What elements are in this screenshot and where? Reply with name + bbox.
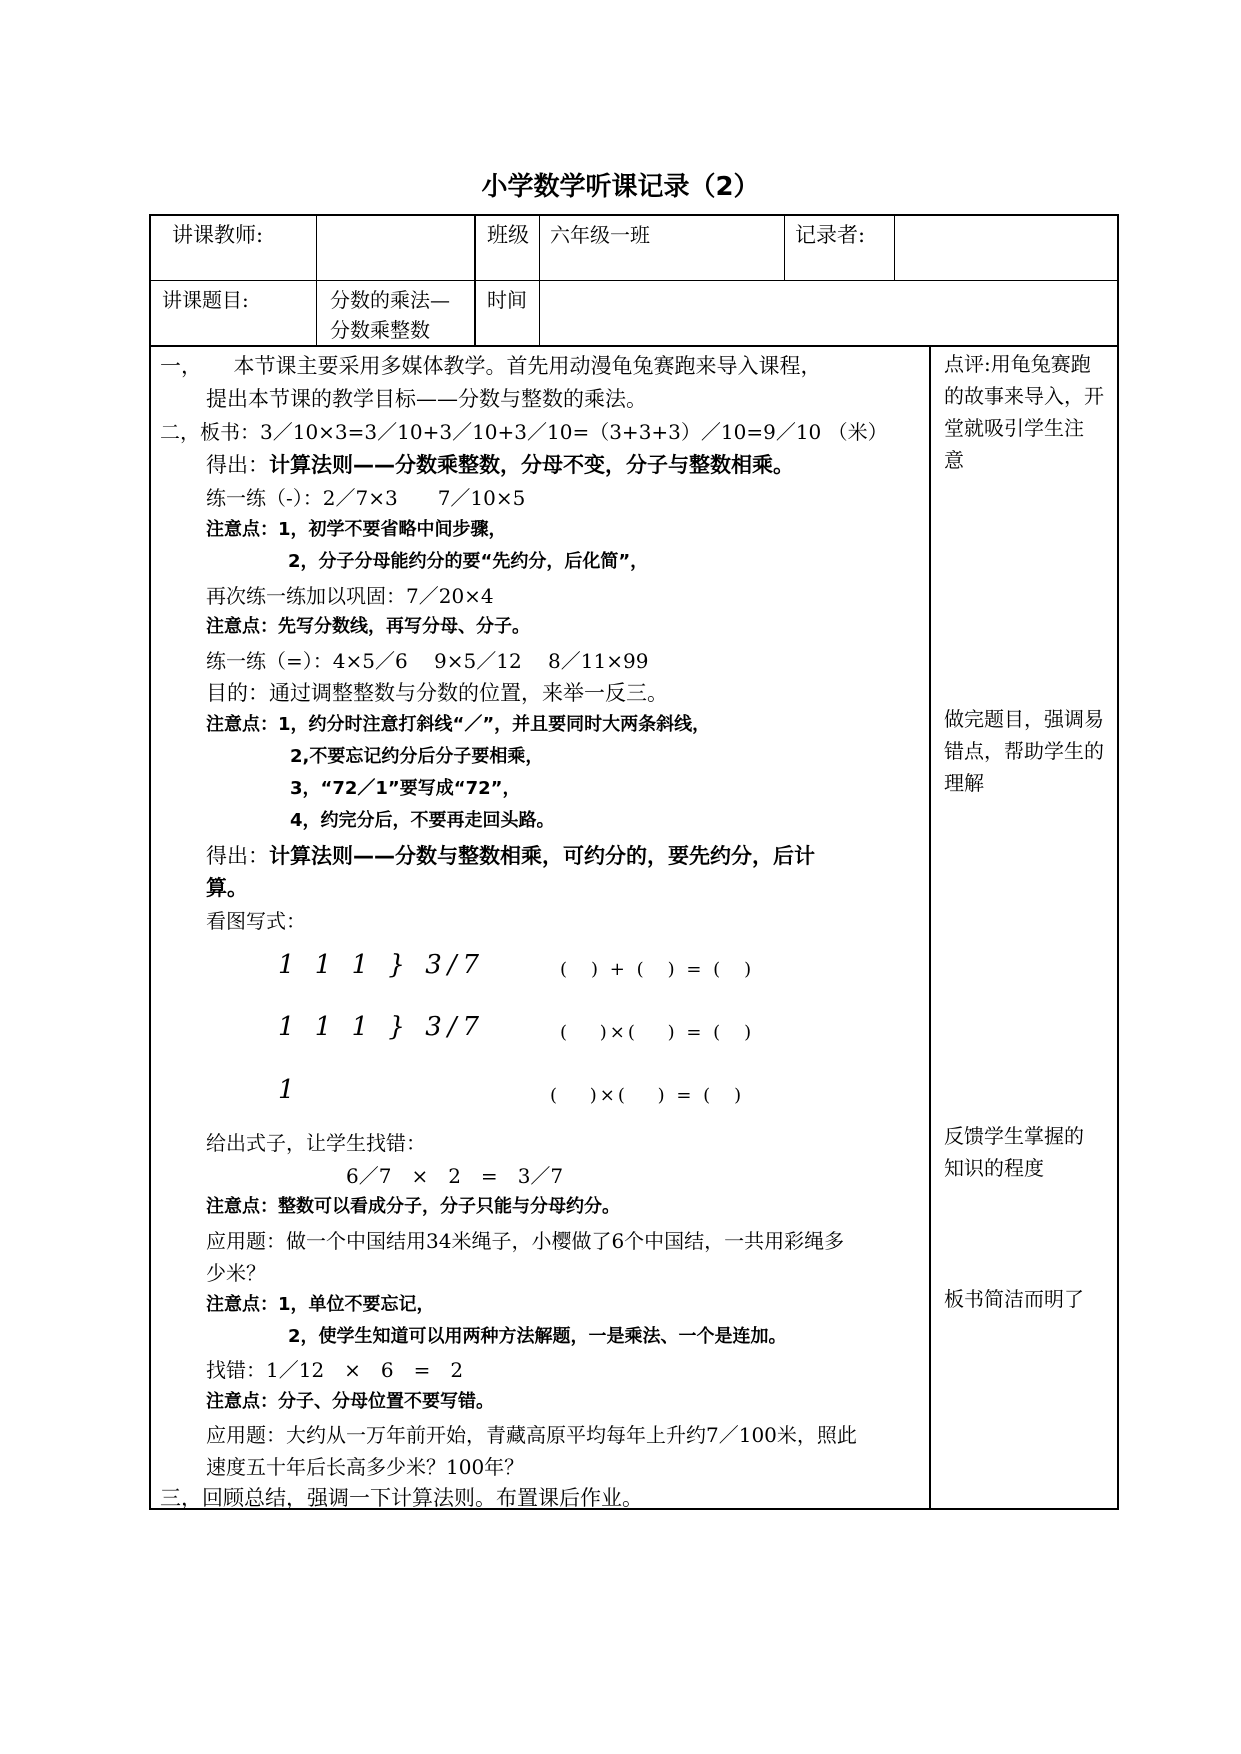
body-line-23: 少米？ [206,1261,266,1285]
note-line-9: 注意点：先写分数线，再写分母、分子。 [206,616,530,637]
teacher-label: 讲课教师: [172,223,264,247]
note-line-14: 3，“72／1”要写成“72”， [290,778,521,799]
note-line-24: 注意点：1，单位不要忘记， [206,1294,435,1315]
body-line-29: 速度五十年后长高多少米？100年？ [206,1455,525,1479]
comment-1-line: 堂就吸引学生注 [944,416,1084,440]
body-line-3: 二，板书：3／10×3=3／10+3／10+3／10=（3+3+3）／10=9／10 （米） [160,420,888,444]
comment-1-line: 的故事来导入，开 [944,384,1104,408]
body-line-1: 一， 本节课主要采用多媒体教学。首先用动漫龟兔赛跑来导入课程， [160,354,822,378]
body-line-8: 再次练一练加以巩固：7／20×4 [206,584,494,608]
class-value: 六年级一班 [550,223,650,247]
comment-1 [944,348,1114,476]
picture-3-equation: ( )×( ) = ( ) [550,1085,745,1106]
body-line-20: 6／7 × 2 = 3／7 [346,1164,564,1188]
topic-value-line2: 分数乘整数 [330,318,430,342]
body-line-11: 目的：通过调整整数与分数的位置，来举一反三。 [206,681,668,705]
rule-statement-2: 计算法则——分数与整数相乘，可约分的，要先约分，后计 [269,844,815,868]
note-line-27: 注意点：分子、分母位置不要写错。 [206,1391,494,1412]
comment-2-line: 错点，帮助学生的 [944,739,1104,763]
comment-4-line: 板书简洁而明了 [944,1287,1084,1311]
picture-2-equation: ( )×( ) = ( ) [560,1022,755,1043]
comment-3-line: 反馈学生掌握的 [944,1124,1084,1148]
picture-1-label: 1 1 1 } 3/7 [278,950,486,980]
body-line-18: 看图写式： [206,909,306,933]
body-line-5: 练一练（-）：2／7×3 7／10×5 [206,486,526,510]
conclusion-prefix: 得出： [206,453,269,477]
rule-statement-1: 计算法则——分数乘整数，分母不变，分子与整数相乘。 [269,453,794,477]
body-line-16 [206,840,976,870]
picture-2-label: 1 1 1 } 3/7 [278,1012,486,1042]
comment-4 [944,1283,1114,1315]
topic-value-line1: 分数的乘法— [330,288,450,312]
page-title: 小学数学听课记录（2） [481,172,760,202]
body-line-26: 找错：1／12 × 6 = 2 [206,1358,464,1382]
comment-2 [944,703,1114,799]
comment-2-line: 理解 [944,771,984,795]
picture-3-label: 1 [278,1075,301,1105]
comment-3-line: 知识的程度 [944,1156,1044,1180]
comment-3 [944,1120,1114,1184]
note-line-6: 注意点：1，初学不要省略中间步骤， [206,519,507,540]
body-line-2: 提出本节课的教学目标——分数与整数的乘法。 [206,387,647,411]
body-line-17: 算。 [206,876,248,900]
time-label: 时间 [487,288,527,312]
body-line-10: 练一练（=）：4×5／6 9×5／12 8／11×99 [206,649,649,673]
comment-1-line: 意 [944,448,964,472]
note-line-7: 2，分子分母能约分的要“先约分，后化简”， [288,551,649,572]
picture-1-equation: ( ) + ( ) = ( ) [560,959,755,980]
class-label: 班级 [487,223,529,247]
comment-2-line: 做完题目，强调易 [944,707,1104,731]
topic-label: 讲课题目: [162,288,249,312]
body-line-30: 三，回顾总结，强调一下计算法则。布置课后作业。 [160,1486,643,1510]
note-line-21: 注意点：整数可以看成分子，分子只能与分母约分。 [206,1196,620,1217]
body-line-4 [206,449,976,479]
comment-1-line: 点评:用龟兔赛跑 [944,352,1091,376]
note-line-13: 2,不要忘记约分后分子要相乘， [290,746,544,767]
conclusion-prefix-2: 得出： [206,844,269,868]
body-line-22: 应用题：做一个中国结用34米绳子，小樱做了6个中国结，一共用彩绳多 [206,1229,845,1253]
note-line-15: 4，约完分后，不要再走回头路。 [290,810,555,831]
note-line-25: 2，使学生知道可以用两种方法解题，一是乘法、一个是连加。 [288,1326,787,1347]
body-line-19: 给出式子，让学生找错： [206,1131,426,1155]
body-line-28: 应用题：大约从一万年前开始，青藏高原平均每年上升约7／100米，照此 [206,1423,857,1447]
recorder-label: 记录者: [795,223,866,247]
note-line-12: 注意点：1，约分时注意打斜线“／”，并且要同时大两条斜线， [206,714,711,735]
